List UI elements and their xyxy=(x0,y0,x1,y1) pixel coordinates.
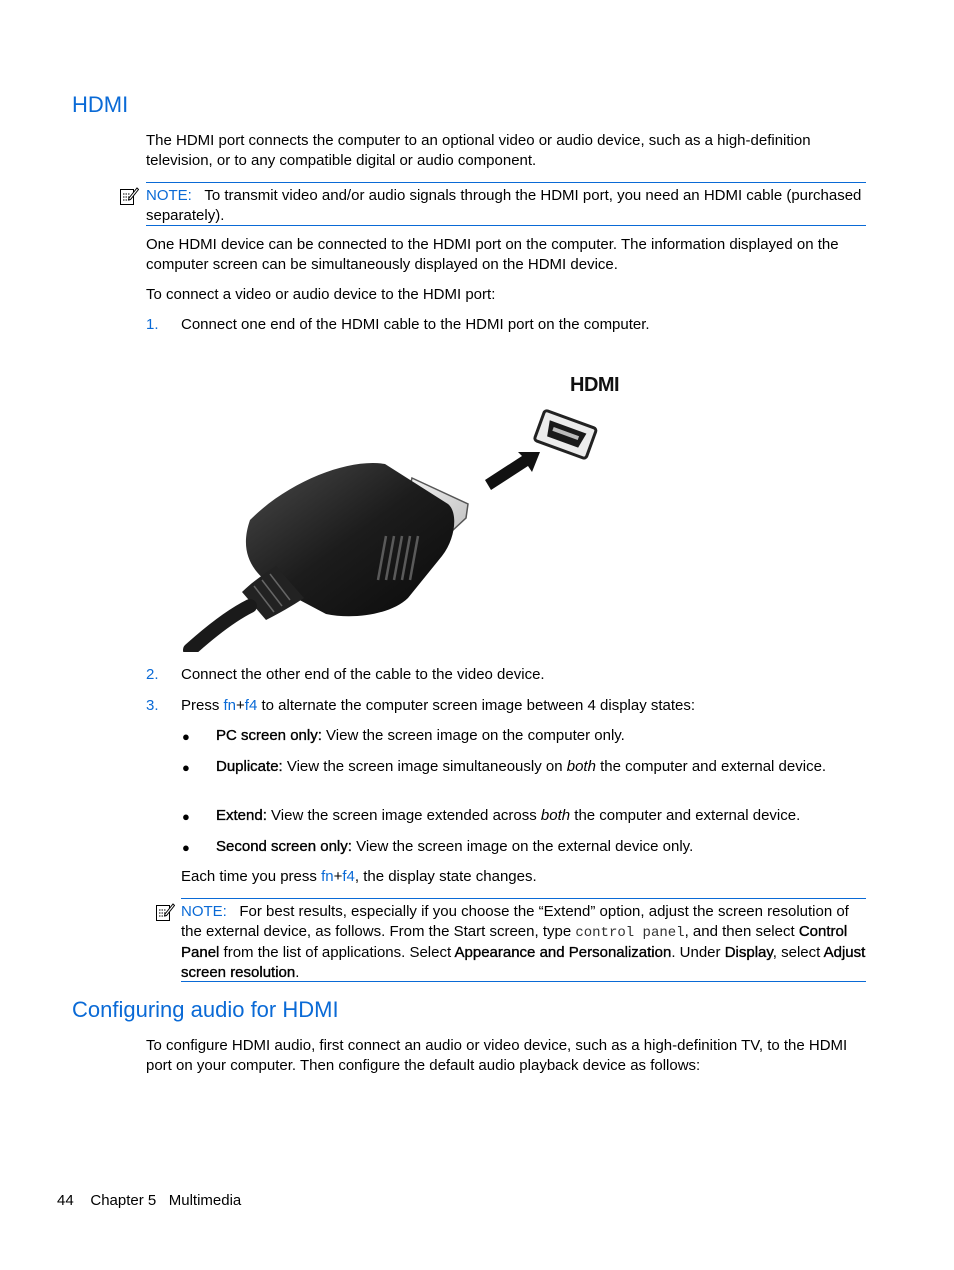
bullet-term: Extend: xyxy=(216,807,267,824)
step-text xyxy=(181,696,861,716)
text-span: . xyxy=(295,963,300,981)
key-f4: f4 xyxy=(244,697,258,714)
bullet-text: View the screen image on the external device only. xyxy=(351,838,694,855)
text-span: + xyxy=(333,868,343,885)
bullet-term: PC screen only: xyxy=(216,727,322,744)
bullet-term: Duplicate: xyxy=(216,758,283,775)
hdmi-cable-illustration xyxy=(180,370,640,652)
key-f4: f4 xyxy=(342,868,355,885)
text-span: from the list of applications. Select xyxy=(219,944,455,961)
note-label: NOTE: xyxy=(146,187,192,204)
bullet-dot: ● xyxy=(182,729,190,744)
paragraph-intro: The HDMI port connects the computer to an optional video or audio device, such as a high-definition television, or to any compatible digital or audio component. xyxy=(146,132,811,169)
key-fn: fn xyxy=(321,868,334,885)
ui-term: Appearance and Personalization xyxy=(454,944,672,961)
bullet-text: View the screen image on the computer only. xyxy=(321,727,625,744)
note-text xyxy=(181,899,866,982)
code-text: control panel xyxy=(575,924,685,941)
section-heading-audio: Configuring audio for HDMI xyxy=(72,997,339,1022)
step-number: 2. xyxy=(146,666,159,683)
bullet-dot: ● xyxy=(182,840,190,855)
paragraph-audio: To configure HDMI audio, first connect an audio or video device, such as a high-definition TV, to the HDMI port on your computer. Then configure the default audio playback device as follows: xyxy=(146,1037,848,1074)
text-span: , and then select xyxy=(684,922,799,940)
note-text xyxy=(146,183,866,225)
step-number: 3. xyxy=(146,697,159,714)
paragraph-each-time xyxy=(181,867,861,887)
paragraph-connect: To connect a video or audio device to the HDMI port: xyxy=(146,286,496,303)
bullet-item xyxy=(216,806,876,826)
figure-label: HDMI xyxy=(570,374,620,396)
note-body: To transmit video and/or audio signals through the HDMI port, you need an HDMI cable (purchased separately). xyxy=(146,187,862,224)
hdmi-figure xyxy=(180,370,640,652)
bullet-text: the computer and external device. xyxy=(595,758,827,775)
text-span: Each time you press xyxy=(181,868,322,885)
bullet-dot: ● xyxy=(182,760,190,775)
bullet-text: View the screen image simultaneously on xyxy=(282,758,567,775)
text-span: + xyxy=(236,697,245,714)
text-span: Press xyxy=(181,697,224,714)
ui-term: Display xyxy=(724,944,773,961)
note-icon xyxy=(155,902,175,922)
paragraph-device: One HDMI device can be connected to the HDMI port on the computer. The information displayed on the computer screen can be simultaneously displayed on the HDMI device. xyxy=(146,236,839,273)
text-span: , the display state changes. xyxy=(354,868,537,885)
bullet-emphasis: both xyxy=(566,758,596,775)
note-box xyxy=(146,182,866,226)
bullet-term: Second screen only: xyxy=(216,838,352,855)
step-text: Connect one end of the HDMI cable to the HDMI port on the computer. xyxy=(181,316,650,333)
ui-term: Adjust screen resolution xyxy=(181,944,866,981)
chapter-label: Chapter 5 xyxy=(90,1192,157,1209)
text-span: to alternate the computer screen image between 4 display states: xyxy=(257,697,696,714)
bullet-text: the computer and external device. xyxy=(570,807,801,824)
step-number: 1. xyxy=(146,316,159,333)
bullet-item xyxy=(216,757,846,777)
page-footer xyxy=(57,1191,241,1211)
text-span: . Under xyxy=(671,944,725,961)
step-text: Connect the other end of the cable to the video device. xyxy=(181,666,545,683)
note-label: NOTE: xyxy=(181,903,227,920)
section-heading-hdmi: HDMI xyxy=(72,92,129,117)
note-icon xyxy=(119,186,139,206)
chapter-title: Multimedia xyxy=(168,1192,242,1209)
ui-term: Control Panel xyxy=(181,922,848,961)
note-box xyxy=(181,898,866,982)
bullet-item xyxy=(216,837,856,857)
bullet-item xyxy=(216,726,856,746)
text-span: For best results, especially if you choose the “Extend” option, adjust the screen resolution of the external device, as follows. From the Start screen, type xyxy=(181,903,849,940)
page-number: 44 xyxy=(57,1192,74,1209)
bullet-text: View the screen image extended across xyxy=(266,807,541,824)
bullet-emphasis: both xyxy=(540,807,571,824)
key-fn: fn xyxy=(223,697,237,714)
text-span: , select xyxy=(772,944,824,961)
bullet-dot: ● xyxy=(182,809,190,824)
